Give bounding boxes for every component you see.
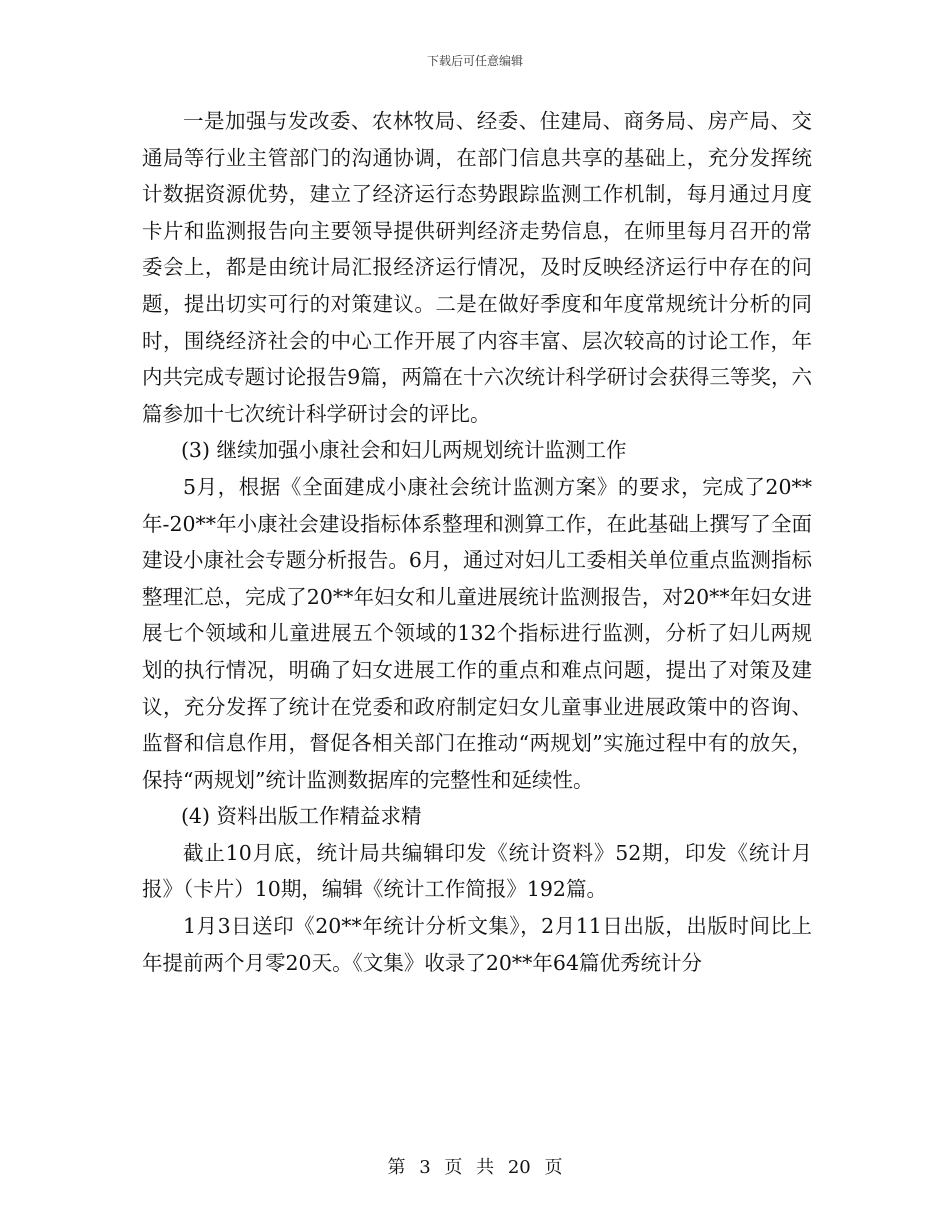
page-number-footer: 第 3 页 共 20 页 (387, 1157, 563, 1178)
page-header: 下载后可任意编辑 (426, 54, 523, 68)
paragraph-2: 5月，根据《全面建成小康社会统计监测方案》的要求，完成了20**年-20**年小康社会建设指标体系整理和测算工作，在此基础上撰写了全面建设小康社会专题分析报告。6月，通过对妇儿工委相关单位重点监测指标整理汇总，完成了20**年妇女和儿童进展统计监测报告，对20**年妇女进展七个领域和儿童进展五个领域的132个指标进行监测，分析了妇儿两规划的执行情况，明确了妇女进展工作的重点和难点问题，提出了对策及建议，充分发挥了统计在党委和政府制定妇女儿童事业进展政策中的咨询、监督和信息作用，督促各相关部门在推动“两规划”实施过程中有的放矢，保持“两规划”统计监测数据库的完整性和延续性。 (142, 474, 812, 792)
document-body (142, 103, 812, 981)
paragraph-3: 截止10月底，统计局共编辑印发《统计资料》52期，印发《统计月报》（卡片）10期，编辑《统计工作简报》192篇。 (142, 840, 812, 902)
paragraph-4: 1月3日送印《20**年统计分析文集》，2月11日出版，出版时间比上年提前两个月零20天。《文集》收录了20**年64篇优秀统计分 (142, 914, 812, 975)
paragraph-1: 一是加强与发改委、农林牧局、经委、住建局、商务局、房产局、交通局等行业主管部门的沟通协调，在部门信息共享的基础上，充分发挥统计数据资源优势，建立了经济运行态势跟踪监测工作机制，每月通过月度卡片和监测报告向主要领导提供研判经济走势信息，在师里每月召开的常委会上，都是由统计局汇报经济运行情况，及时反映经济运行中存在的问题，提出切实可行的对策建议。二是在做好季度和年度常规统计分析的同时，围绕经济社会的中心工作开展了内容丰富、层次较高的讨论工作，年内共完成专题讨论报告9篇，两篇在十六次统计科学研讨会获得三等奖，六篇参加十七次统计科学研讨会的评比。 (142, 109, 812, 426)
section-heading-3: (3) 继续加强小康社会和妇儿两规划统计监测工作 (180, 438, 627, 463)
section-heading-4: (4) 资料出版工作精益求精 (180, 804, 422, 829)
